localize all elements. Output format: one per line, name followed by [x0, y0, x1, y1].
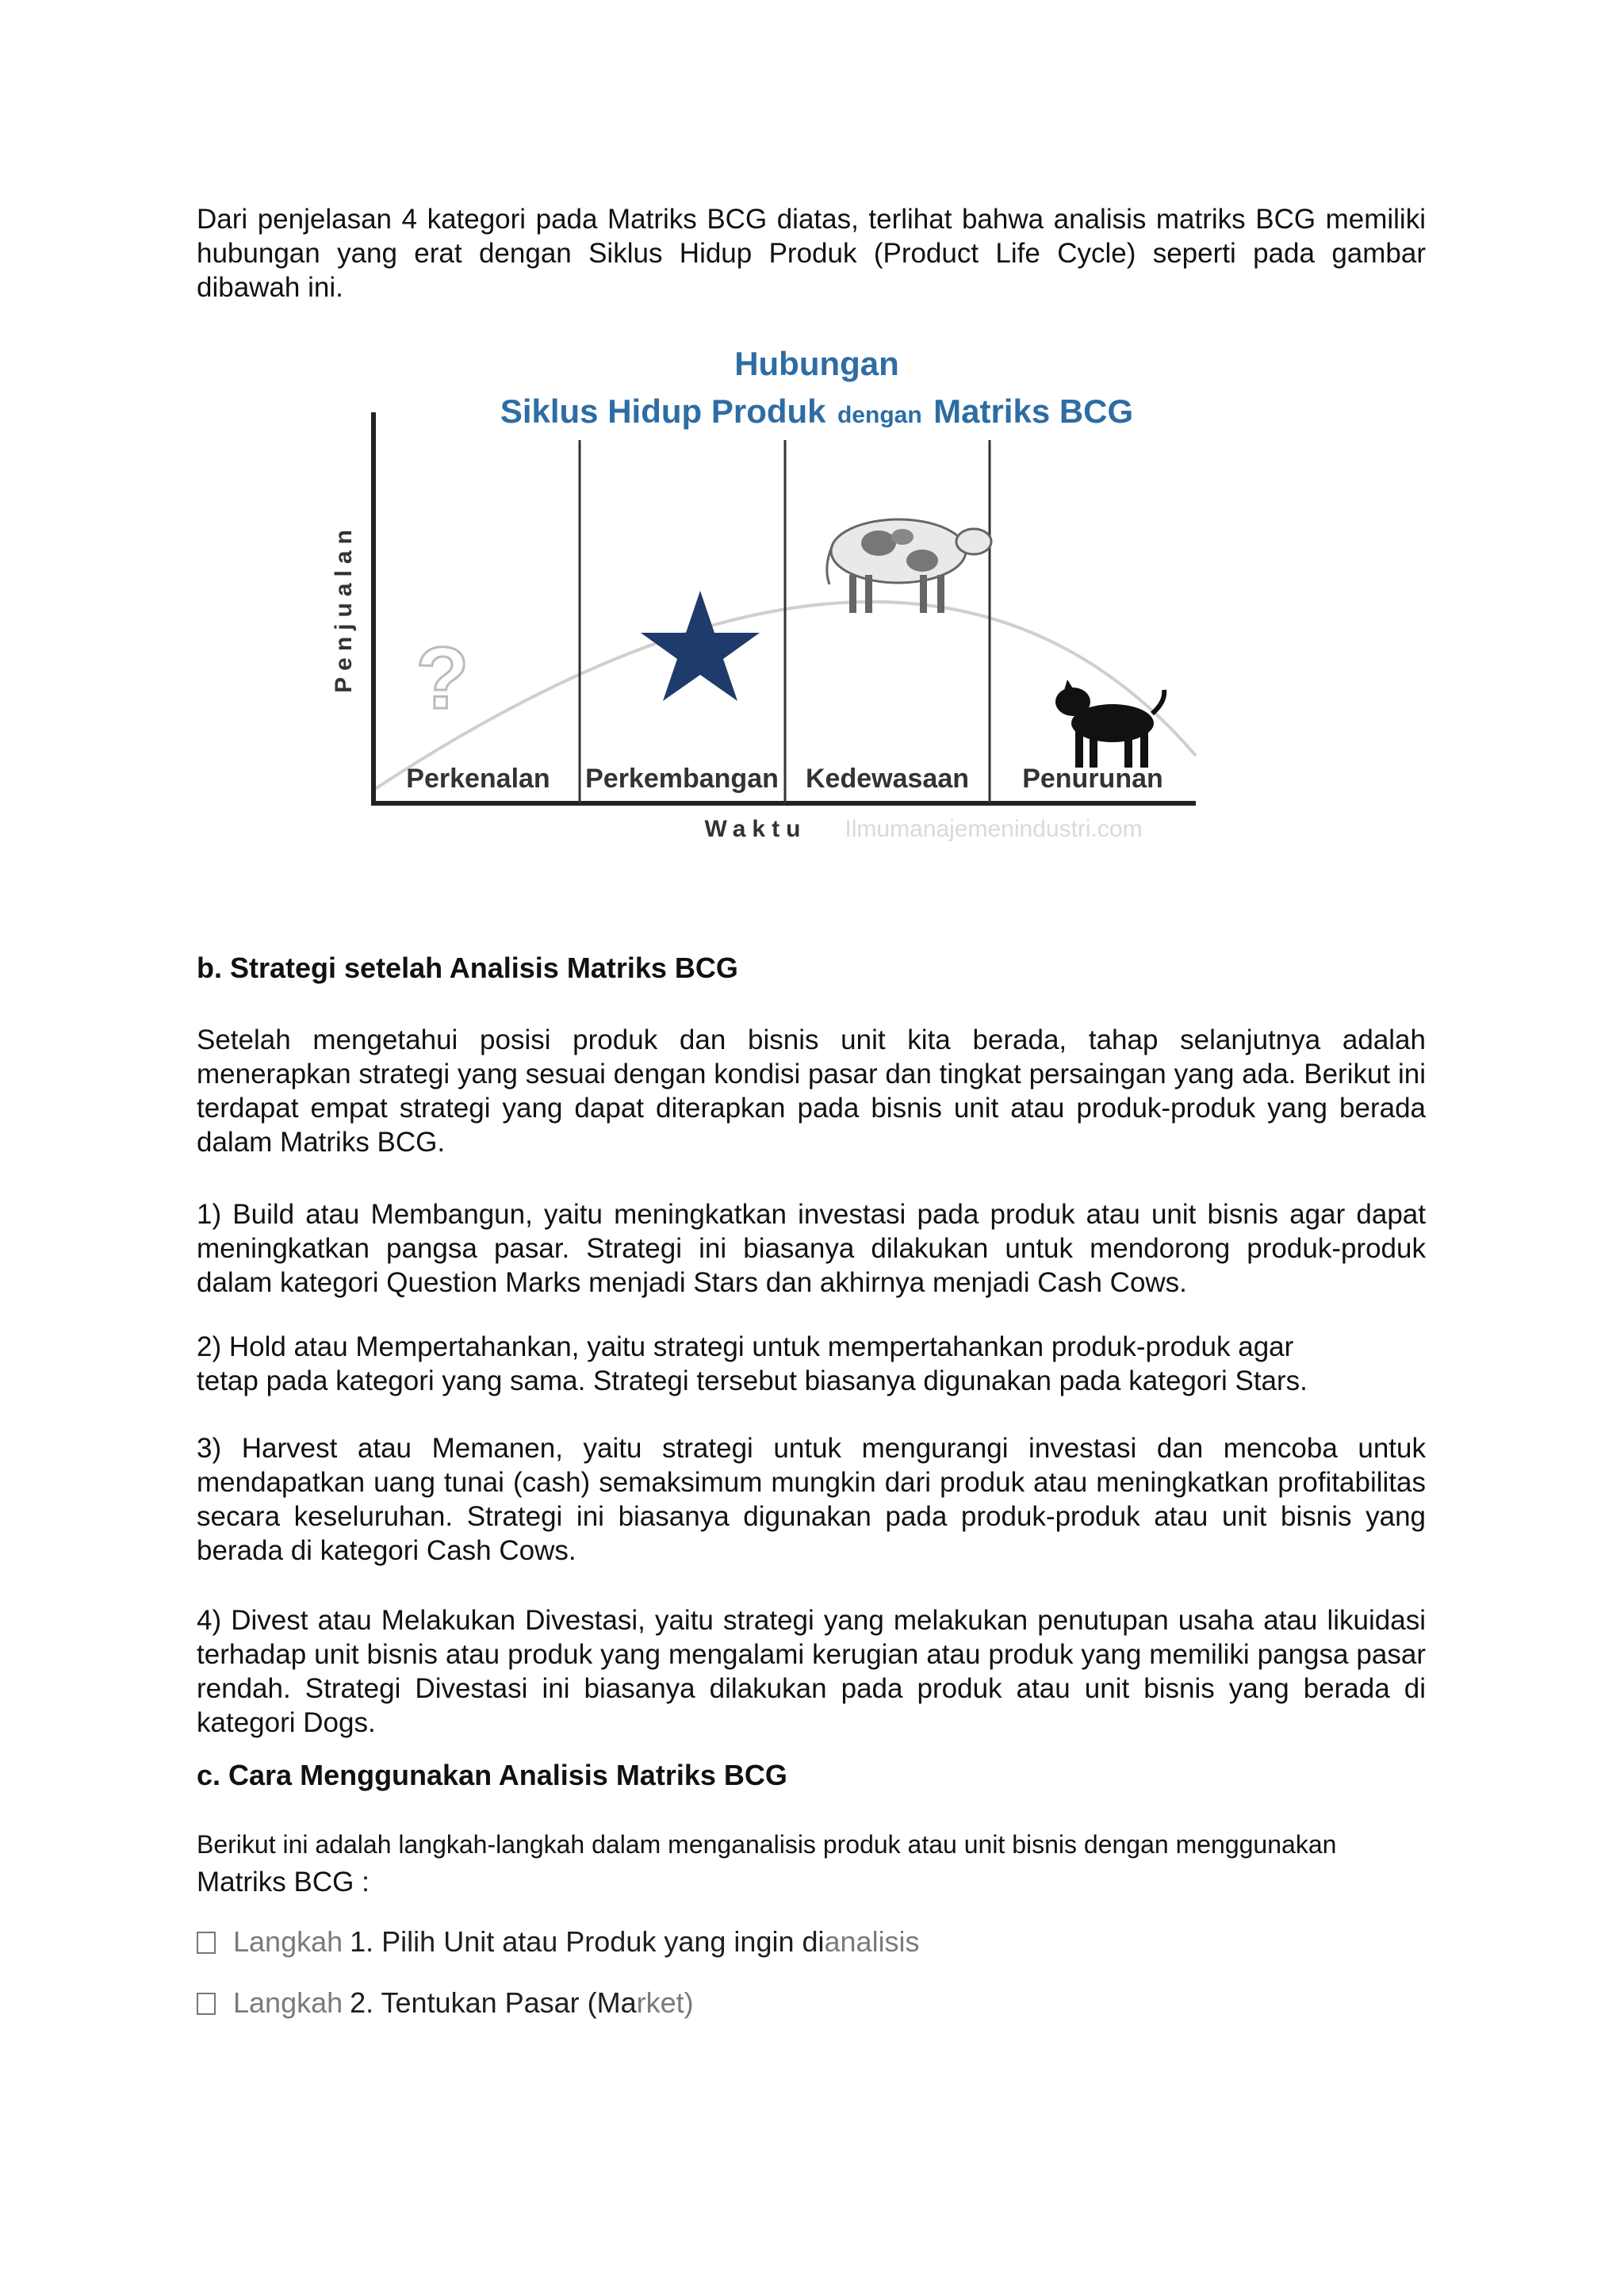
figure-title-part-b: dengan	[837, 402, 922, 428]
figure-title-part-c: Matriks BCG	[933, 393, 1134, 430]
step-2-suffix: rket)	[636, 1986, 694, 2019]
step-2-prefix: Langkah	[233, 1986, 343, 2019]
bullet-box-icon	[197, 1932, 216, 1954]
figure-title-line1: Hubungan	[734, 345, 899, 382]
y-axis-label: Penjualan	[331, 523, 357, 693]
section-c-intro-line1: Berikut ini adalah langkah-langkah dalam menganalisis produk atau unit bisnis dengan menggunakan	[197, 1830, 1337, 1859]
stage-label-perkenalan: Perkenalan	[406, 764, 550, 794]
figure-title-part-a: Siklus Hidup Produk	[500, 393, 826, 430]
step-1	[197, 1925, 920, 1959]
section-b-intro: Setelah mengetahui posisi produk dan bisnis unit kita berada, tahap selanjutnya adalah menerapkan strategi yang sesuai dengan kondisi pasar dan tingkat persaingan yang ada. Berikut ini terdapat empat strategi yang dapat diterapkan pada bisnis unit atau produk-produk yang berada dalam Matriks BCG.	[197, 1024, 1426, 1158]
watermark: Ilmumanajemenindustri.com	[845, 816, 1143, 842]
stage-label-kedewasaan: Kedewasaan	[806, 764, 969, 794]
section-c-intro-line2: Matriks BCG :	[197, 1867, 370, 1898]
step-2-text: 2. Tentukan Pasar (Ma	[350, 1986, 637, 2019]
step-1-text: 1. Pilih Unit atau Produk yang ingin di	[350, 1925, 825, 1958]
section-c-heading: c. Cara Menggunakan Analisis Matriks BCG	[197, 1759, 787, 1791]
cow-icon	[827, 519, 991, 613]
section-b-heading: b. Strategi setelah Analisis Matriks BCG	[197, 952, 738, 984]
stage-label-perkembangan: Perkembangan	[585, 764, 779, 794]
stage-label-penurunan: Penurunan	[1022, 764, 1163, 794]
figure-title-line2	[500, 393, 1133, 430]
strategy-item-harvest: 3) Harvest atau Memanen, yaitu strategi untuk mengurangi investasi dan mencoba untuk mendapatkan uang tunai (cash) semaksimum mungkin dari produk atau meningkatkan profitabilitas secara keseluruhan. Strategi ini biasanya digunakan pada produk-produk atau unit bisnis yang berada di kategori Cash Cows.	[197, 1433, 1426, 1566]
x-axis-label: Waktu	[704, 816, 807, 842]
intro-paragraph: Dari penjelasan 4 kategori pada Matriks BCG diatas, terlihat bahwa analisis matriks BCG memiliki hubungan yang erat dengan Siklus Hidup Produk (Product Life Cycle) seperti pada gambar dibawah ini.	[197, 204, 1426, 303]
question-mark-icon: ?	[416, 630, 469, 727]
dog-icon	[1055, 680, 1164, 768]
strategy-item-hold-line2: tetap pada kategori yang sama. Strategi tersebut biasanya digunakan pada kategori Stars.	[197, 1365, 1308, 1396]
strategy-item-hold-line1: 2) Hold atau Mempertahankan, yaitu strategi untuk mempertahankan produk-produk agar	[197, 1331, 1294, 1362]
step-1-suffix: analisis	[824, 1925, 920, 1958]
strategy-item-hold	[197, 1330, 1426, 1398]
strategy-item-divest: 4) Divest atau Melakukan Divestasi, yaitu strategi yang melakukan penutupan usaha atau likuidasi terhadap unit bisnis atau produk yang mengalami kerugian atau produk yang memiliki pangsa pasar rendah. Strategi Divestasi ini biasanya dilakukan pada produk atau unit bisnis yang berada di kategori Dogs.	[197, 1605, 1426, 1738]
step-1-prefix: Langkah	[233, 1925, 343, 1958]
bullet-box-icon	[197, 1993, 216, 2015]
strategy-item-build: 1) Build atau Membangun, yaitu meningkatkan investasi pada produk atau unit bisnis agar dapat meningkatkan pangsa pasar. Strategi ini biasanya dilakukan untuk mendorong produk-produk dalam kategori Question Marks menjadi Stars dan akhirnya menjadi Cash Cows.	[197, 1199, 1426, 1298]
plc-bcg-figure	[316, 329, 1275, 868]
star-icon	[641, 591, 760, 701]
step-2	[197, 1986, 694, 2020]
